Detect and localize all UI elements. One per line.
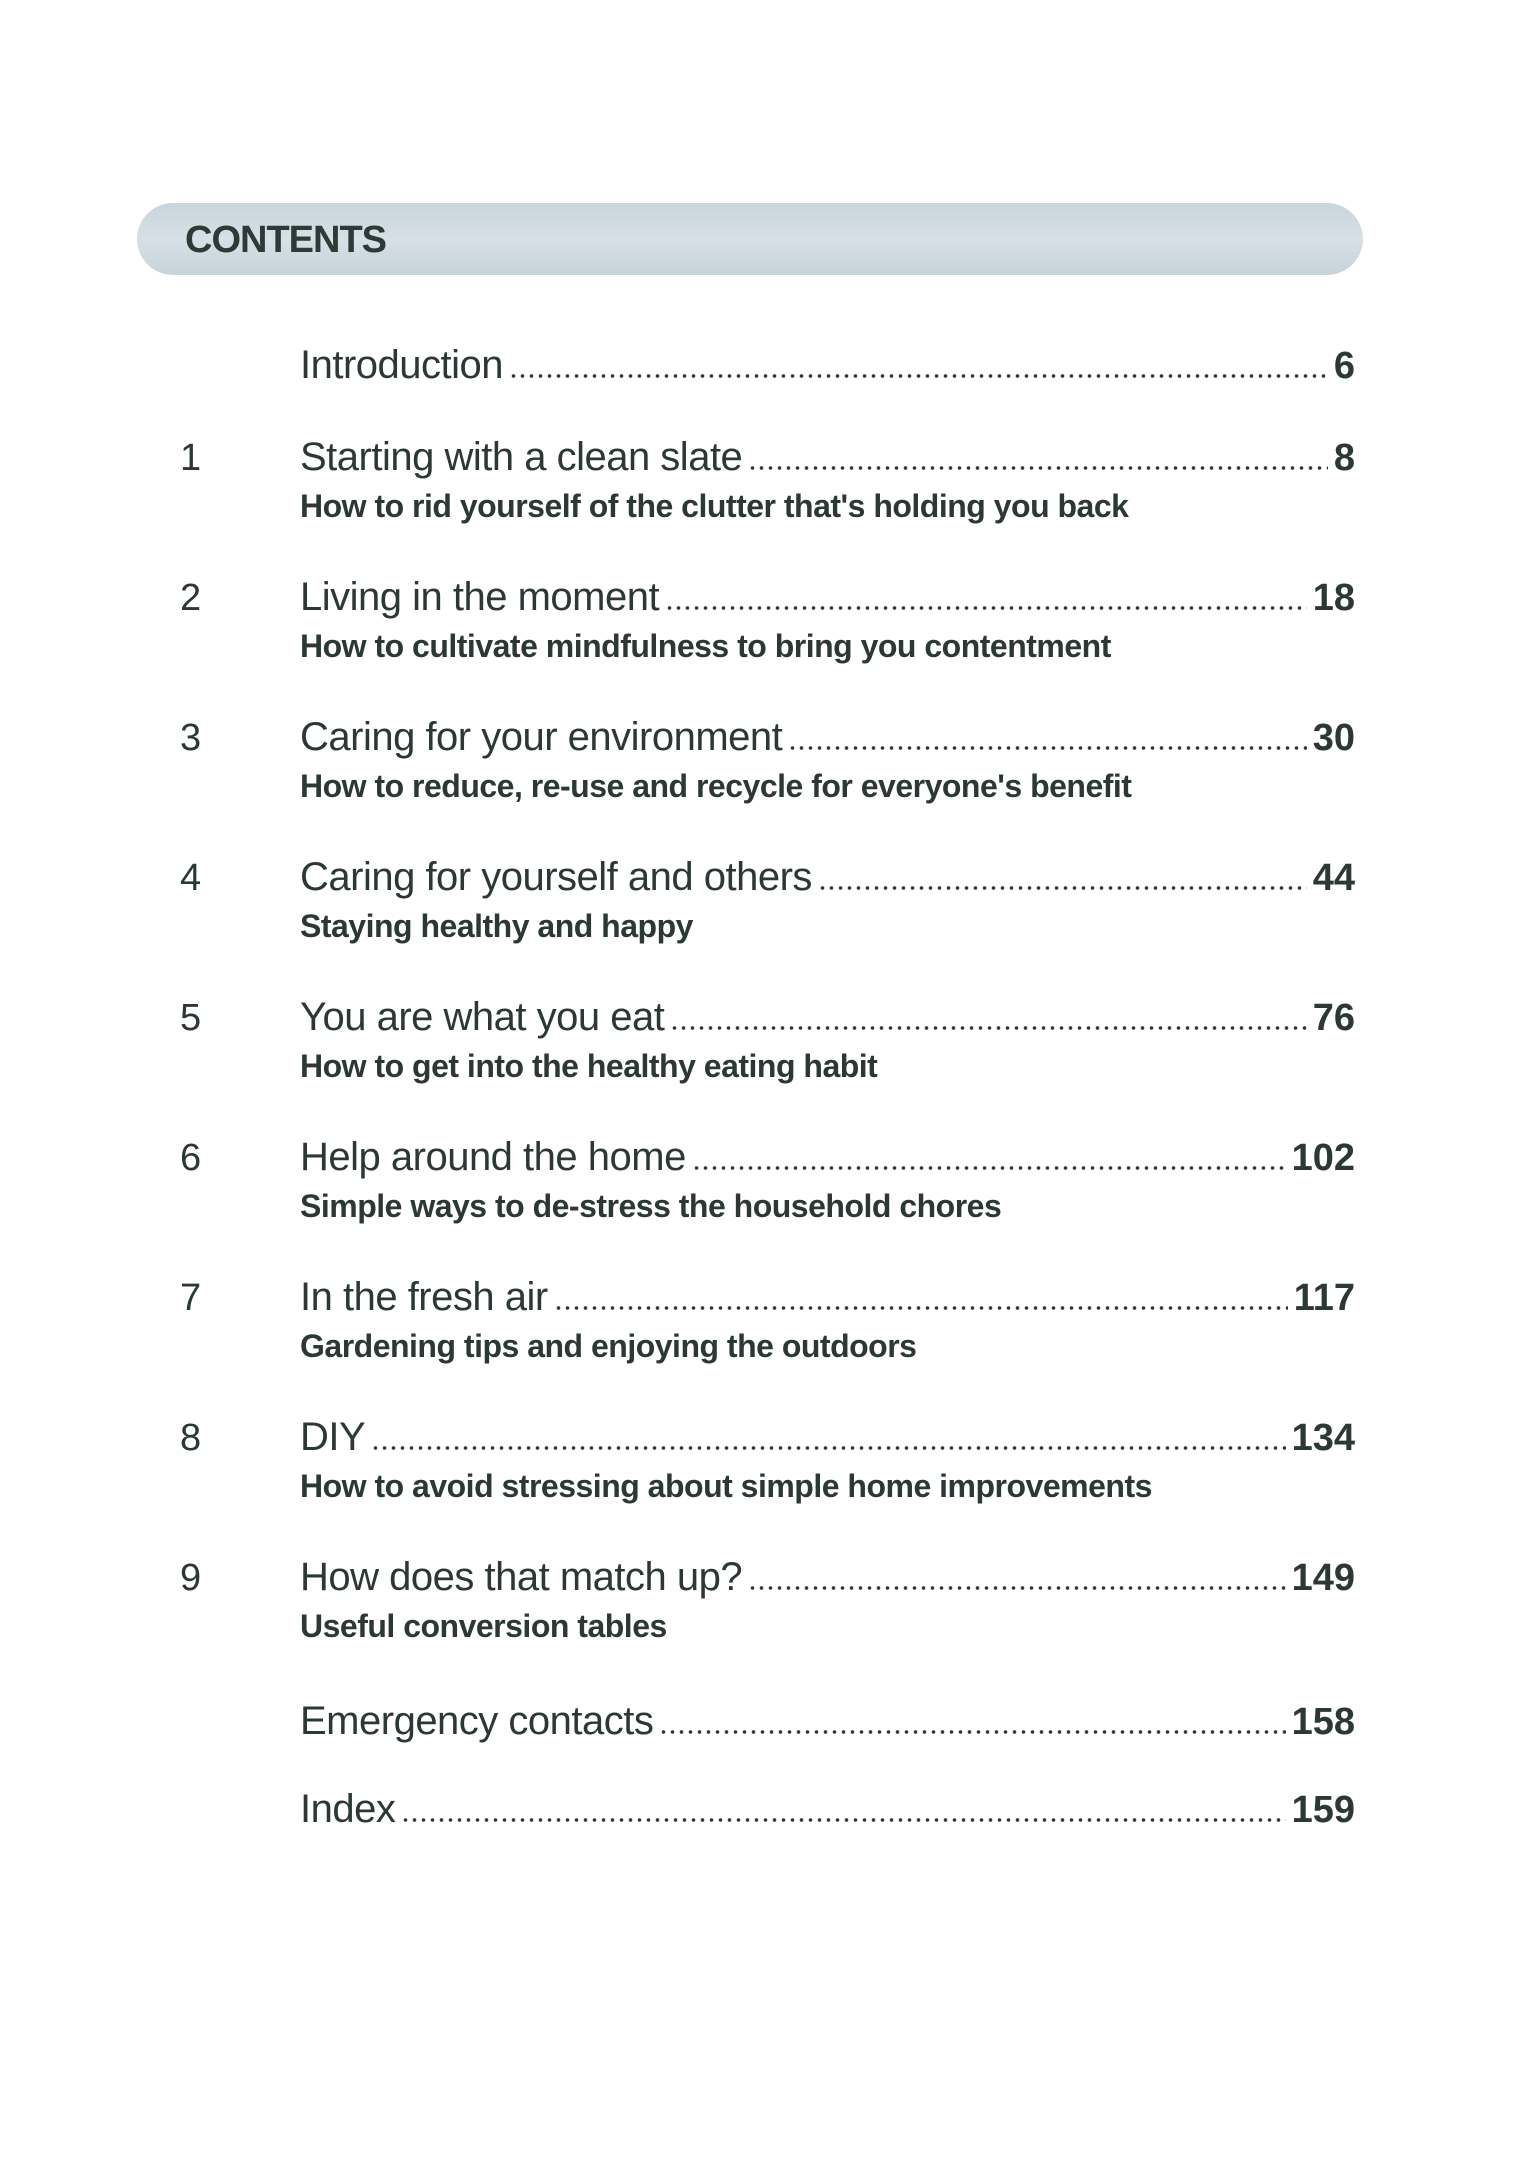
page-number: 134 bbox=[1291, 1417, 1355, 1459]
page-number: 18 bbox=[1312, 577, 1355, 619]
toc-entry[interactable] bbox=[170, 1550, 1355, 1600]
toc-entry[interactable] bbox=[170, 1410, 1355, 1460]
page-number: 102 bbox=[1291, 1137, 1355, 1179]
chapter-title: How does that match up? bbox=[300, 1555, 743, 1599]
leader-dots bbox=[748, 465, 1328, 471]
chapter-subtitle: Gardening tips and enjoying the outdoors bbox=[300, 1328, 917, 1364]
leader-dots bbox=[748, 1585, 1286, 1591]
toc-entry[interactable] bbox=[170, 1270, 1355, 1320]
leader-dots bbox=[371, 1445, 1285, 1451]
leader-dots bbox=[788, 745, 1306, 751]
chapter-title: Help around the home bbox=[300, 1135, 686, 1179]
page-number: 30 bbox=[1312, 717, 1355, 759]
chapter-subtitle: How to rid yourself of the clutter that's holding you back bbox=[300, 488, 1129, 524]
chapter-title: Caring for your environment bbox=[300, 715, 783, 759]
page-title: CONTENTS bbox=[185, 219, 386, 261]
toc-entry[interactable] bbox=[170, 570, 1355, 620]
leader-dots bbox=[401, 1817, 1285, 1823]
chapter-title: Index bbox=[300, 1787, 396, 1831]
chapter-number: 9 bbox=[180, 1557, 202, 1599]
chapter-number: 4 bbox=[180, 857, 202, 899]
chapter-number: 3 bbox=[180, 717, 202, 759]
chapter-title: Emergency contacts bbox=[300, 1699, 654, 1743]
chapter-number: 6 bbox=[180, 1137, 202, 1179]
page-number: 76 bbox=[1312, 997, 1355, 1039]
leader-dots bbox=[665, 605, 1307, 611]
leader-dots bbox=[509, 373, 1328, 379]
toc-entry[interactable] bbox=[170, 430, 1355, 480]
leader-dots bbox=[818, 885, 1307, 891]
chapter-subtitle: Useful conversion tables bbox=[300, 1608, 667, 1644]
page-number: 6 bbox=[1333, 345, 1355, 387]
toc-entry[interactable] bbox=[170, 990, 1355, 1040]
toc-entry[interactable] bbox=[170, 1694, 1355, 1744]
page-number: 8 bbox=[1333, 437, 1355, 479]
chapter-title: Caring for yourself and others bbox=[300, 855, 812, 899]
toc-entry[interactable] bbox=[170, 850, 1355, 900]
chapter-subtitle: How to cultivate mindfulness to bring you contentment bbox=[300, 628, 1111, 664]
chapter-subtitle: How to reduce, re-use and recycle for everyone's benefit bbox=[300, 768, 1132, 804]
chapter-title: Starting with a clean slate bbox=[300, 435, 743, 479]
chapter-subtitle: Simple ways to de-stress the household chores bbox=[300, 1188, 1002, 1224]
chapter-title: Living in the moment bbox=[300, 575, 660, 619]
page-number: 44 bbox=[1312, 857, 1355, 899]
chapter-number: 1 bbox=[180, 437, 202, 479]
toc-entry[interactable] bbox=[170, 1782, 1355, 1832]
chapter-subtitle: Staying healthy and happy bbox=[300, 908, 693, 944]
chapter-subtitle: How to get into the healthy eating habit bbox=[300, 1048, 878, 1084]
contents-header-bar bbox=[137, 203, 1363, 275]
leader-dots bbox=[692, 1165, 1286, 1171]
chapter-title: DIY bbox=[300, 1415, 366, 1459]
chapter-number: 7 bbox=[180, 1277, 202, 1319]
page-number: 158 bbox=[1291, 1701, 1355, 1743]
chapter-number: 2 bbox=[180, 577, 202, 619]
toc-entry[interactable] bbox=[170, 710, 1355, 760]
chapter-title: Introduction bbox=[300, 343, 504, 387]
chapter-title: In the fresh air bbox=[300, 1275, 548, 1319]
chapter-subtitle: How to avoid stressing about simple home improvements bbox=[300, 1468, 1152, 1504]
leader-dots bbox=[670, 1025, 1306, 1031]
chapter-number: 5 bbox=[180, 997, 202, 1039]
toc-entry[interactable] bbox=[170, 338, 1355, 388]
page-number: 159 bbox=[1291, 1789, 1355, 1831]
page-number: 149 bbox=[1291, 1557, 1355, 1599]
leader-dots bbox=[659, 1729, 1285, 1735]
page-number: 117 bbox=[1293, 1277, 1355, 1319]
chapter-number: 8 bbox=[180, 1417, 202, 1459]
toc-entry[interactable] bbox=[170, 1130, 1355, 1180]
leader-dots bbox=[554, 1305, 1288, 1311]
chapter-title: You are what you eat bbox=[300, 995, 665, 1039]
